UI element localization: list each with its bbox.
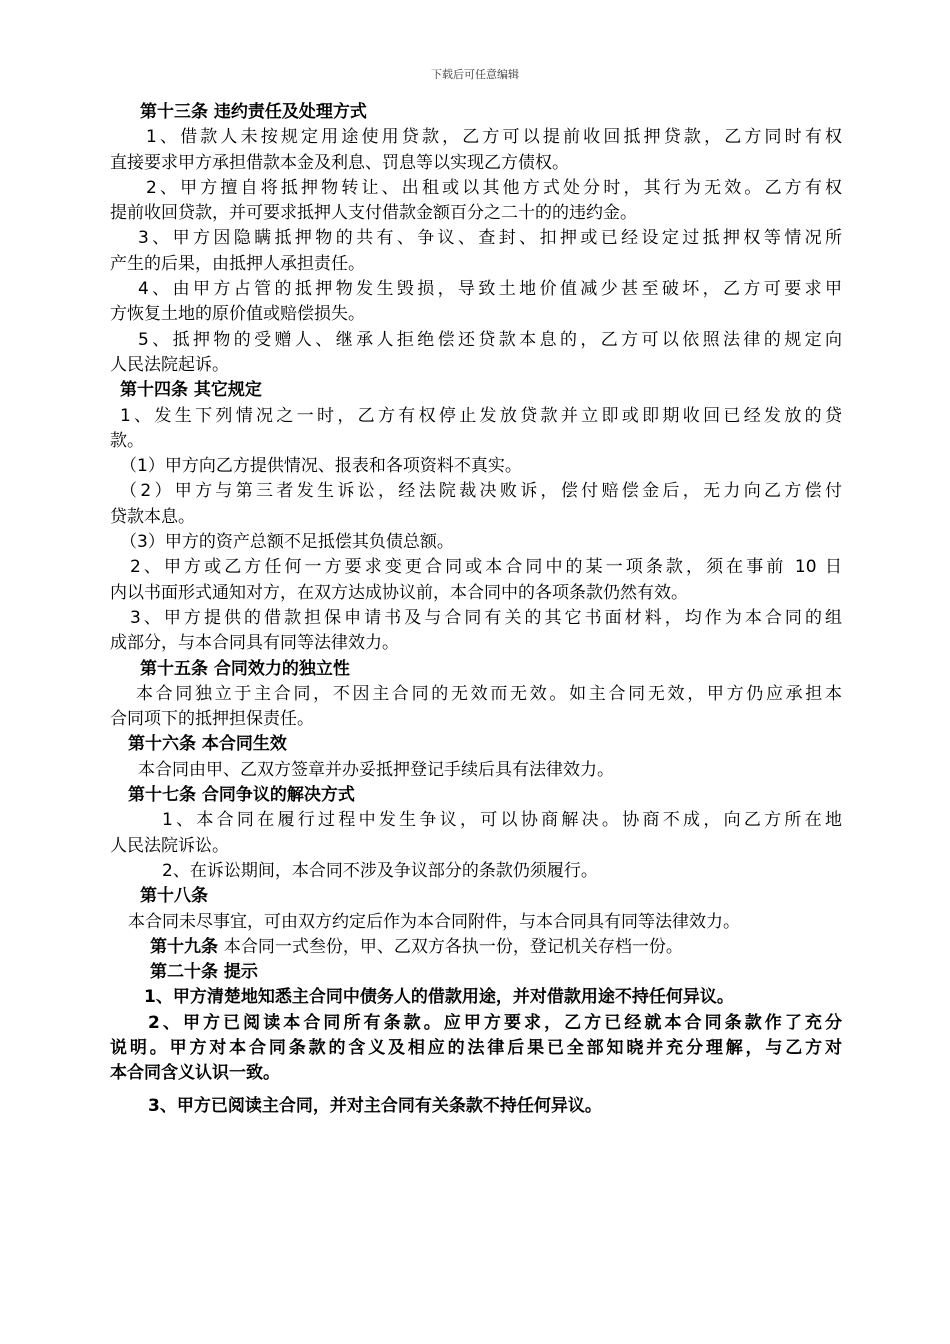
body-text-line — [110, 353, 842, 378]
body-text-line — [110, 328, 842, 353]
line-text: 第十三条 违约责任及处理方式 — [140, 102, 367, 122]
line-text: 第十四条 其它规定 — [120, 380, 262, 401]
line-text: （1）甲方向乙方提供情况、报表和各项资料不真实。 — [120, 456, 522, 477]
line-text: 2、甲方已阅读本合同所有条款。应甲方要求，乙方已经就本合同条款作了充分 — [148, 1012, 842, 1033]
line-text: 方恢复土地的原价值或赔偿损失。 — [110, 304, 365, 325]
line-text: 3、甲方因隐瞒抵押物的共有、争议、查封、扣押或已经设定过抵押权等情况所 — [138, 228, 842, 249]
body-text-line — [110, 479, 842, 504]
body-text-line — [110, 252, 842, 277]
body-text-line — [110, 758, 842, 783]
body-text-line — [110, 454, 842, 479]
section-heading-line — [110, 1094, 842, 1119]
line-text: 第十六条 本合同生效 — [128, 734, 287, 755]
body-text-line — [110, 935, 842, 960]
body-text-line — [110, 682, 842, 707]
line-text: 第十八条 — [140, 886, 208, 907]
line-text: 款。 — [110, 430, 144, 451]
body-text-line — [110, 631, 842, 656]
line-text: 本合同未尽事宜，可由双方约定后作为本合同附件，与本合同具有同等法律效力。 — [128, 911, 740, 932]
body-text-line — [110, 302, 842, 327]
line-text: 1、借款人未按规定用途使用贷款，乙方可以提前收回抵押贷款，乙方同时有权 — [146, 127, 842, 148]
line-text: 第十七条 合同争议的解决方式 — [128, 785, 355, 806]
line-text: 1、发生下列情况之一时，乙方有权停止发放贷款并立即或即期收回已经发放的贷 — [120, 405, 842, 426]
body-text-line — [110, 429, 842, 454]
line-text: 第二十条 提示 — [150, 962, 258, 983]
line-text: 第十五条 合同效力的独立性 — [140, 658, 350, 679]
line-text: 本合同一式叁份，甲、乙双方各执一份，登记机关存档一份。 — [223, 936, 683, 957]
line-text: 人民法院起诉。 — [110, 354, 229, 375]
line-text: 产生的后果，由抵押人承担责任。 — [110, 253, 365, 274]
section-heading-line — [110, 732, 842, 757]
page-header-note: 下载后可任意编辑 — [431, 68, 519, 81]
line-text: 5、抵押物的受赠人、继承人拒绝偿还贷款本息的，乙方可以依照法律的规定向 — [138, 329, 842, 350]
body-text-line — [110, 226, 842, 251]
section-heading-line — [110, 1011, 842, 1036]
section-heading-line — [110, 884, 842, 909]
line-text: 合同项下的抵押担保责任。 — [110, 709, 314, 730]
body-text-line — [110, 707, 842, 732]
section-heading-line — [110, 1061, 842, 1086]
section-heading-line — [110, 960, 842, 985]
body-text-line — [110, 201, 842, 226]
line-text: （2）甲方与第三者发生诉讼，经法院裁决败诉，偿付赔偿金后，无力向乙方偿付 — [120, 481, 842, 502]
section-heading-line — [110, 1036, 842, 1061]
line-text: 本合同独立于主合同，不因主合同的无效而无效。如主合同无效，甲方仍应承担本 — [136, 683, 842, 704]
body-text-line — [110, 151, 842, 176]
body-text-line — [110, 404, 842, 429]
contract-body — [110, 100, 842, 1119]
line-text: 说明。甲方对本合同条款的含义及相应的法律后果已全部知晓并充分理解，与乙方对 — [110, 1037, 842, 1058]
body-text-line — [110, 555, 842, 580]
body-text-line — [110, 808, 842, 833]
body-text-line — [110, 125, 842, 150]
body-text-line — [110, 834, 842, 859]
body-text-line — [110, 530, 842, 555]
line-text: 4、由甲方占管的抵押物发生毁损，导致土地价值减少甚至破坏，乙方可要求甲 — [138, 279, 842, 300]
line-text: 提前收回贷款，并可要求抵押人支付借款金额百分之二十的的违约金。 — [110, 203, 637, 224]
section-heading-line — [110, 985, 842, 1010]
body-text-line — [110, 176, 842, 201]
line-text: 本合同含义认识一致。 — [110, 1063, 280, 1084]
body-text-line — [110, 581, 842, 606]
line-text: 3、甲方提供的借款担保申请书及与合同有关的其它书面材料，均作为本合同的组 — [130, 607, 842, 628]
section-heading-line — [110, 378, 842, 403]
line-text: （3）甲方的资产总额不足抵偿其负债总额。 — [120, 532, 454, 553]
body-text-line — [110, 505, 842, 530]
line-text: 直接要求甲方承担借款本金及利息、罚息等以实现乙方债权。 — [110, 152, 569, 173]
section-heading-line — [110, 783, 842, 808]
line-text: 1、本合同在履行过程中发生争议，可以协商解决。协商不成，向乙方所在地 — [162, 810, 842, 831]
section-heading-line — [110, 100, 842, 125]
line-text: 2、甲方擅自将抵押物转让、出租或以其他方式处分时，其行为无效。乙方有权 — [146, 177, 842, 198]
line-text: 2、甲方或乙方任何一方要求变更合同或本合同中的某一项条款，须在事前 10 日 — [130, 557, 842, 578]
line-text: 成部分，与本合同具有同等法律效力。 — [110, 633, 399, 654]
line-text: 贷款本息。 — [110, 506, 195, 527]
line-text: 2、在诉讼期间，本合同不涉及争议部分的条款仍须履行。 — [162, 860, 598, 881]
body-text-line — [110, 606, 842, 631]
body-text-line — [110, 277, 842, 302]
line-text: 1、甲方清楚地知悉主合同中债务人的借款用途，并对借款用途不持任何异议。 — [144, 987, 734, 1008]
line-text: 人民法院诉讼。 — [110, 835, 229, 856]
body-text-line — [110, 859, 842, 884]
article-label: 第十九条 — [150, 936, 224, 957]
line-text: 内以书面形式通知对方，在双方达成协议前，本合同中的各项条款仍然有效。 — [110, 582, 688, 603]
line-text: 3、甲方已阅读主合同，并对主合同有关条款不持任何异议。 — [148, 1095, 602, 1116]
body-text-line — [110, 910, 842, 935]
line-text: 本合同由甲、乙双方签章并办妥抵押登记手续后具有法律效力。 — [138, 759, 614, 780]
section-heading-line — [110, 657, 842, 682]
